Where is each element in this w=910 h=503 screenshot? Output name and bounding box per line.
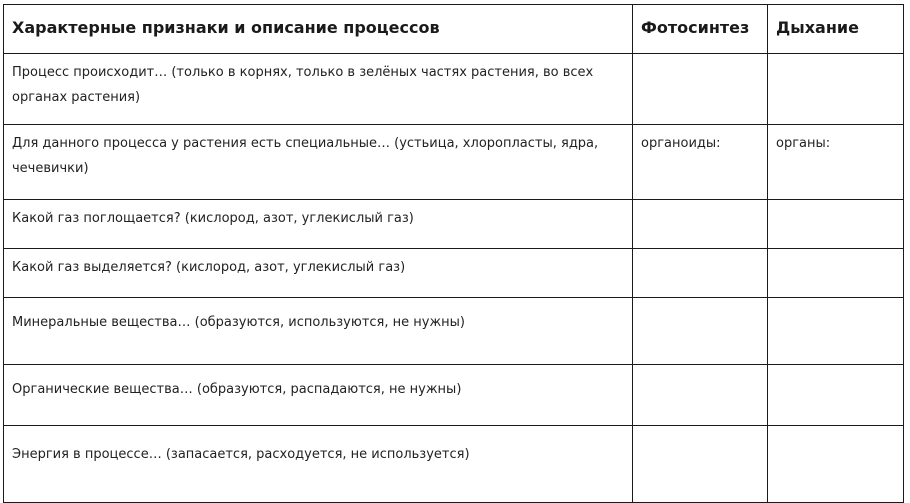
feature-cell: Какой газ выделяется? (кислород, азот, углекислый газ) <box>4 249 633 298</box>
respiration-answer-cell[interactable] <box>768 54 904 125</box>
respiration-answer-cell[interactable] <box>768 298 904 365</box>
respiration-answer-cell[interactable] <box>768 365 904 426</box>
table-row <box>4 200 904 249</box>
feature-cell: Органические вещества… (образуются, распадаются, не нужны) <box>4 365 633 426</box>
header-respiration: Дыхание <box>768 5 904 54</box>
table-row <box>4 426 904 503</box>
header-features: Характерные признаки и описание процессов <box>4 5 633 54</box>
photosynthesis-answer-cell[interactable]: органоиды: <box>633 125 768 200</box>
header-photosynthesis: Фотосинтез <box>633 5 768 54</box>
process-comparison-table <box>3 4 904 503</box>
header-row <box>4 5 904 54</box>
table-row <box>4 365 904 426</box>
photosynthesis-answer-cell[interactable] <box>633 54 768 125</box>
respiration-answer-cell[interactable]: органы: <box>768 125 904 200</box>
photosynthesis-answer-cell[interactable] <box>633 298 768 365</box>
table-row <box>4 125 904 200</box>
feature-cell: Энергия в процессе… (запасается, расходуется, не используется) <box>4 426 633 503</box>
table-row <box>4 298 904 365</box>
feature-cell: Для данного процесса у растения есть специальные… (устьица, хлоропласты, ядра, чечевички) <box>4 125 633 200</box>
table-row <box>4 249 904 298</box>
respiration-answer-cell[interactable] <box>768 249 904 298</box>
respiration-answer-cell[interactable] <box>768 426 904 503</box>
table-row <box>4 54 904 125</box>
feature-cell: Минеральные вещества… (образуются, используются, не нужны) <box>4 298 633 365</box>
photosynthesis-answer-cell[interactable] <box>633 249 768 298</box>
photosynthesis-answer-cell[interactable] <box>633 200 768 249</box>
feature-cell: Процесс происходит… (только в корнях, только в зелёных частях растения, во всех органах растения) <box>4 54 633 125</box>
respiration-answer-cell[interactable] <box>768 200 904 249</box>
photosynthesis-answer-cell[interactable] <box>633 365 768 426</box>
feature-cell: Какой газ поглощается? (кислород, азот, углекислый газ) <box>4 200 633 249</box>
photosynthesis-answer-cell[interactable] <box>633 426 768 503</box>
